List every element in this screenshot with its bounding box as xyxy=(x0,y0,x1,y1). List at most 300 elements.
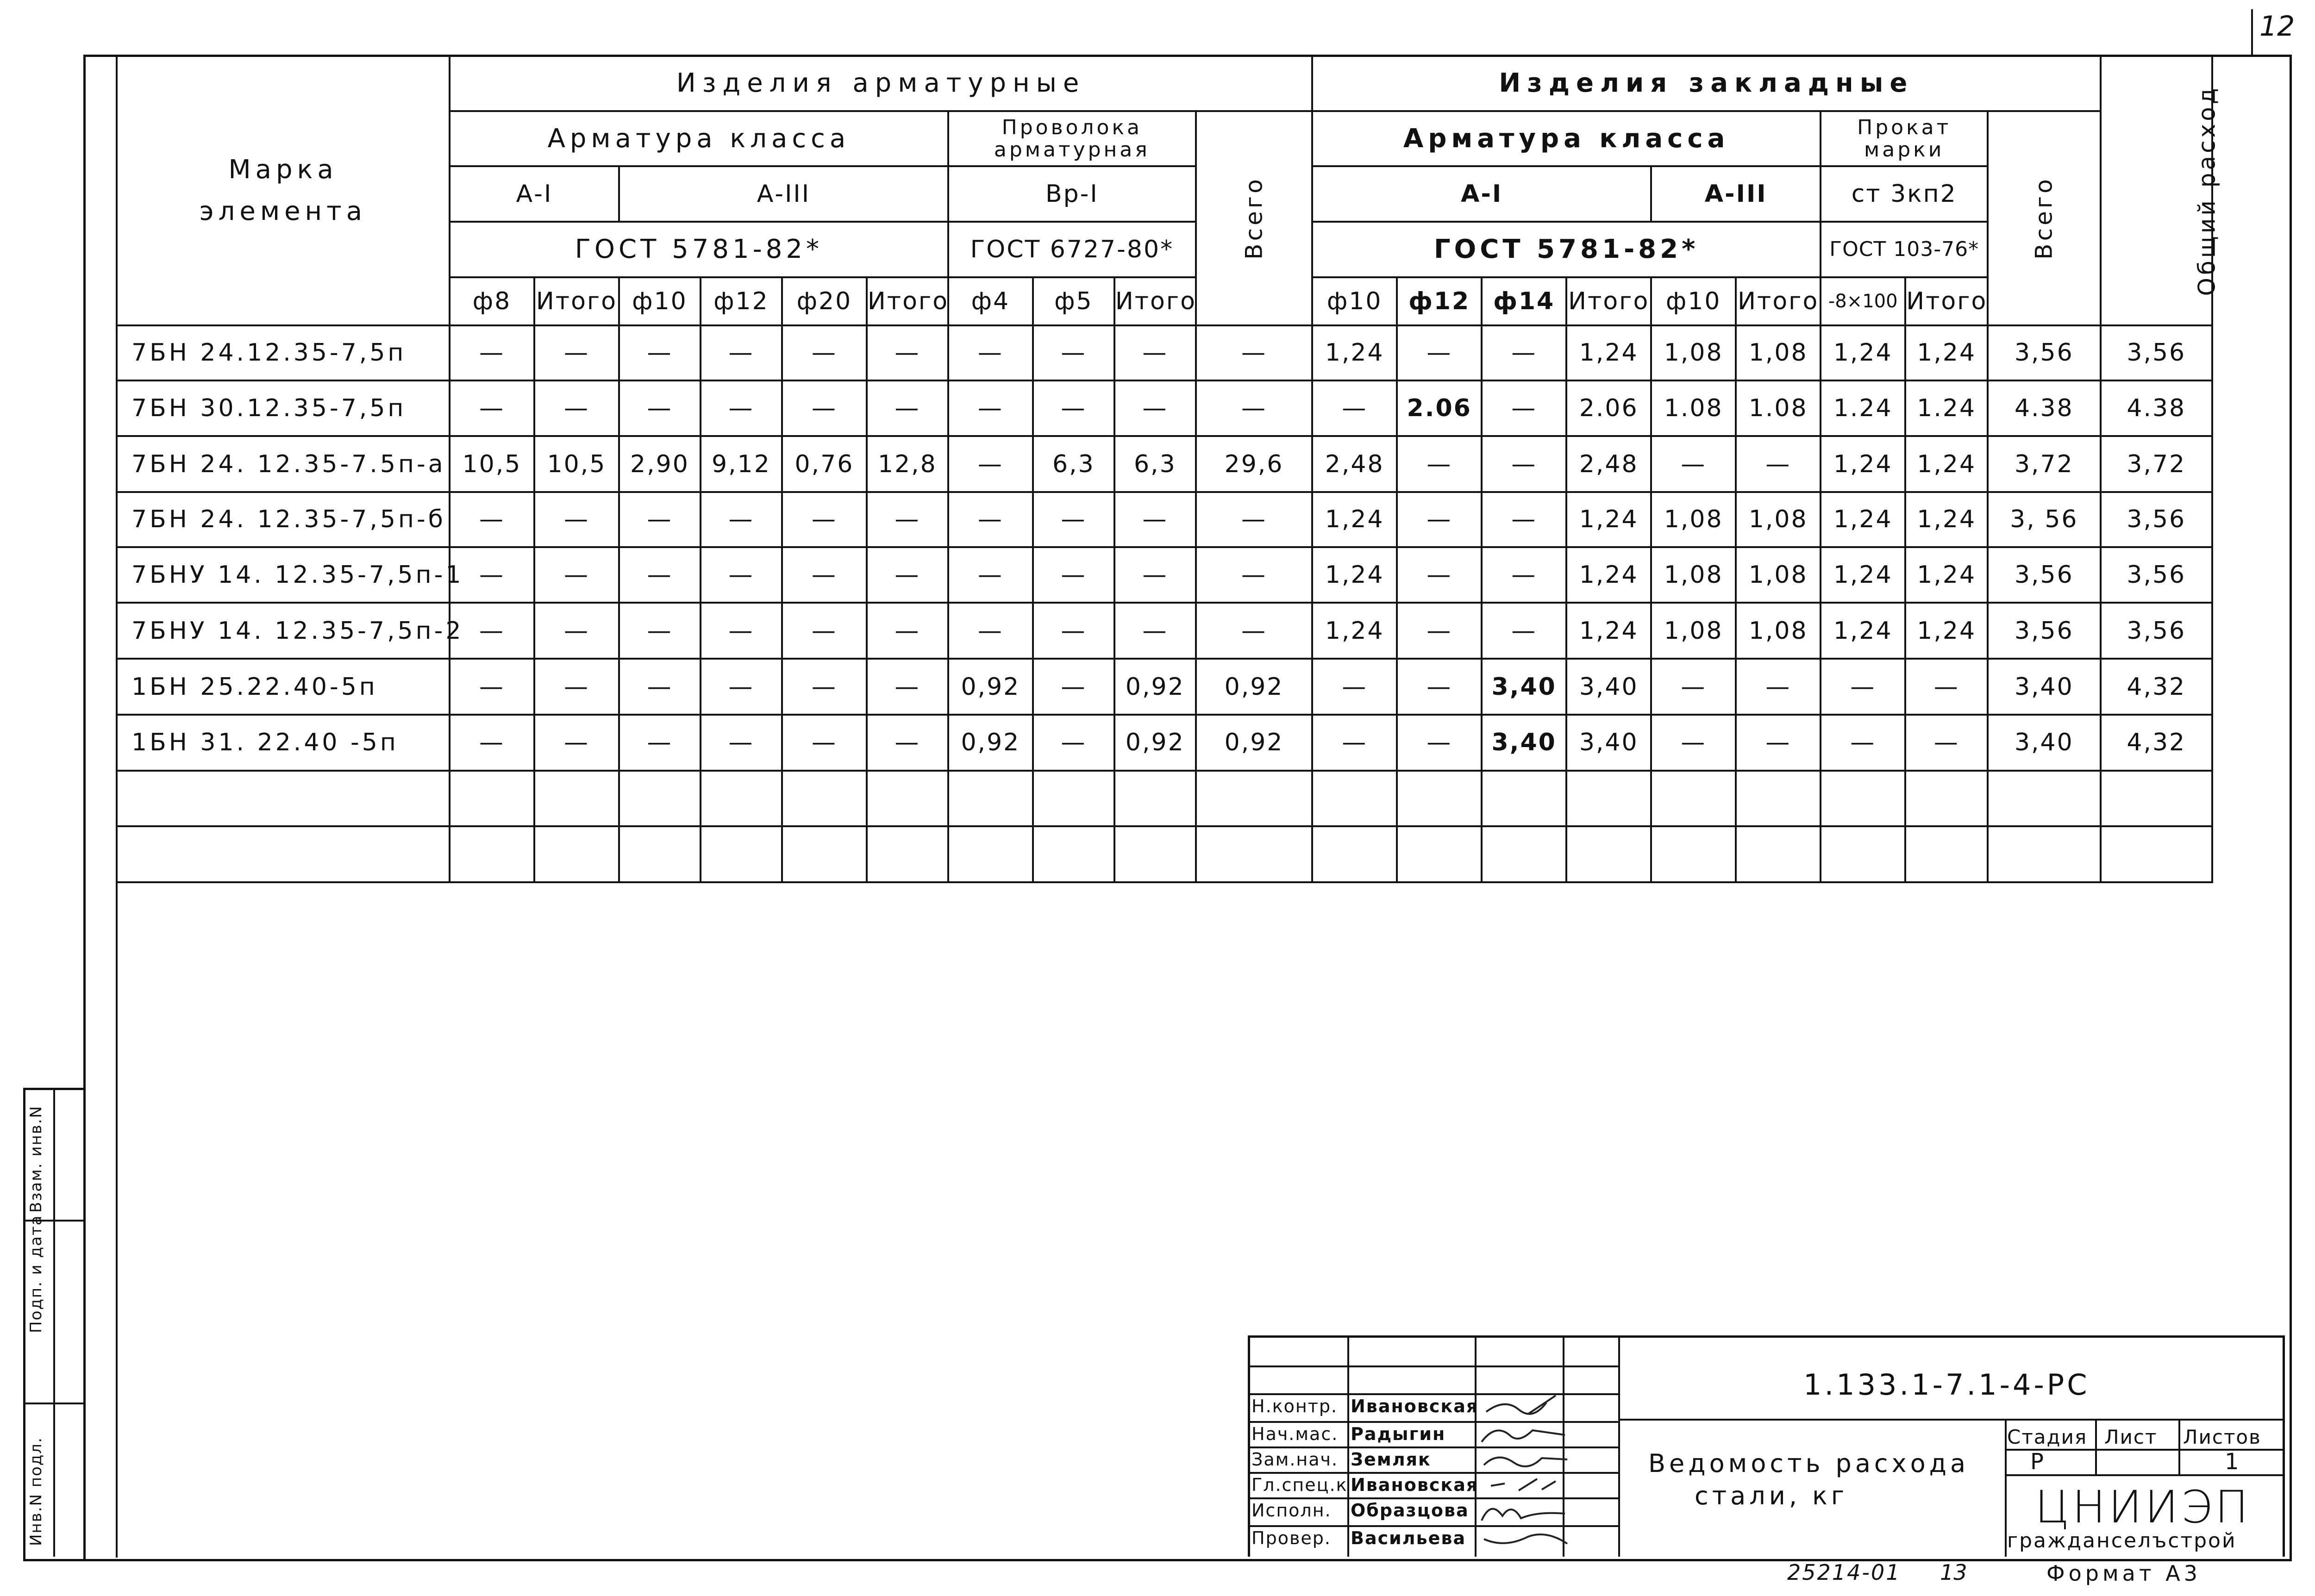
signer-name: Земляк xyxy=(1351,1449,1431,1470)
tb-grid-line xyxy=(2095,1419,2097,1474)
table-cell xyxy=(948,771,1033,827)
element-mark: 7БН 30.12.35-7,5п xyxy=(117,380,450,436)
table-cell: — xyxy=(1482,492,1566,547)
table-cell xyxy=(948,826,1033,882)
table-cell: 1.24 xyxy=(1905,380,1988,436)
table-cell: — xyxy=(1033,547,1114,603)
table-cell: 1,24 xyxy=(1905,492,1988,547)
table-cell: — xyxy=(450,659,534,715)
table-cell: — xyxy=(1482,380,1566,436)
zakladnye-header: Изделия закладные xyxy=(1312,56,2100,111)
table-cell: 0,92 xyxy=(1196,659,1312,715)
table-cell: — xyxy=(867,380,948,436)
table-cell: — xyxy=(1033,492,1114,547)
table-cell: — xyxy=(1905,659,1988,715)
table-cell: 3,40 xyxy=(1566,715,1651,771)
gost-2-header: ГОСТ 6727-80* xyxy=(948,222,1196,277)
gost-4-header: ГОСТ 103-76* xyxy=(1821,222,1988,277)
table-cell xyxy=(1736,771,1821,827)
table-cell xyxy=(1196,771,1312,827)
sheet-title-line1: Ведомость расхода xyxy=(1648,1449,1970,1478)
table-cell: 1,08 xyxy=(1736,603,1821,659)
table-cell: — xyxy=(619,492,701,547)
table-row xyxy=(117,715,2212,771)
table-cell xyxy=(1482,826,1566,882)
sub-header: ф4 xyxy=(948,277,1033,325)
table-cell: 0,92 xyxy=(1114,715,1196,771)
table-cell: 0,92 xyxy=(1114,659,1196,715)
title-block xyxy=(1248,1335,2287,1558)
sub-header: ф14 xyxy=(1482,277,1566,325)
table-cell: 0,92 xyxy=(948,715,1033,771)
signer-role: Зам.нач. xyxy=(1251,1449,1339,1470)
table-cell: 1,24 xyxy=(1566,547,1651,603)
table-row xyxy=(117,547,2212,603)
table-cell: 10,5 xyxy=(534,436,619,492)
table-cell: 3,72 xyxy=(2101,436,2213,492)
table-cell xyxy=(867,771,948,827)
table-cell: 1,24 xyxy=(1821,492,1905,547)
table-cell xyxy=(1905,826,1988,882)
table-cell xyxy=(450,826,534,882)
table-cell: 3,40 xyxy=(1566,659,1651,715)
gost-1-header: ГОСТ 5781-82* xyxy=(450,222,948,277)
table-cell: 0,76 xyxy=(782,436,867,492)
signature-icon xyxy=(1477,1472,1570,1499)
table-cell: — xyxy=(534,325,619,380)
tb-grid-line xyxy=(1618,1335,1620,1557)
sub-header: -8×100 xyxy=(1821,277,1905,325)
steel-grade-header: ст 3кп2 xyxy=(1821,166,1988,222)
signer-name: Ивановская xyxy=(1351,1475,1479,1495)
wire-header: Проволока арматурная xyxy=(948,111,1196,167)
table-row xyxy=(117,659,2212,715)
table-cell: — xyxy=(450,325,534,380)
armaturnye-header: Изделия арматурные xyxy=(450,56,1312,111)
org-name: ЦНИИЭП xyxy=(2035,1481,2251,1533)
sub-header: ф12 xyxy=(1397,277,1482,325)
table-cell xyxy=(1196,826,1312,882)
table-cell: — xyxy=(948,603,1033,659)
table-cell: 3,40 xyxy=(1482,659,1566,715)
table-cell xyxy=(1988,826,2100,882)
side-stamp-divider xyxy=(53,1088,55,1557)
table-cell: 1,24 xyxy=(1312,603,1397,659)
corner-divider xyxy=(2251,9,2253,56)
table-cell xyxy=(534,826,619,882)
element-mark: 7БН 24. 12.35-7.5п-а xyxy=(117,436,450,492)
table-cell xyxy=(1312,771,1397,827)
table-cell: — xyxy=(1651,659,1736,715)
table-cell: 3,56 xyxy=(1988,603,2100,659)
table-row xyxy=(117,325,2212,380)
table-cell xyxy=(1566,771,1651,827)
signer-name: Образцова xyxy=(1351,1500,1469,1521)
sub-header: Итого xyxy=(1905,277,1988,325)
table-cell xyxy=(1482,771,1566,827)
sub-header: ф5 xyxy=(1033,277,1114,325)
tb-grid-line xyxy=(1618,1419,2285,1421)
table-cell: 1,24 xyxy=(1312,492,1397,547)
table-cell xyxy=(1821,826,1905,882)
table-cell: — xyxy=(450,547,534,603)
table-cell: — xyxy=(1114,547,1196,603)
bottom-number: 13 xyxy=(1940,1560,1967,1585)
table-cell: — xyxy=(1196,603,1312,659)
tb-grid-line xyxy=(1475,1335,1477,1557)
table-cell: 4.38 xyxy=(2101,380,2213,436)
sheet-title-line2: стали, кг xyxy=(1695,1481,1848,1510)
table-cell: 3,56 xyxy=(1988,547,2100,603)
table-row xyxy=(117,380,2212,436)
sub-header: Итого xyxy=(1566,277,1651,325)
table-cell: — xyxy=(1651,436,1736,492)
table-cell xyxy=(1736,826,1821,882)
tb-grid-line xyxy=(2005,1419,2007,1557)
sub-header: ф10 xyxy=(619,277,701,325)
table-cell xyxy=(1566,826,1651,882)
table-cell: 1,24 xyxy=(1821,547,1905,603)
table-cell: — xyxy=(1397,325,1482,380)
sub-header: ф10 xyxy=(1312,277,1397,325)
table-cell: 6,3 xyxy=(1033,436,1114,492)
total-header: Общий расход xyxy=(2101,56,2213,325)
table-cell: — xyxy=(867,715,948,771)
table-cell: — xyxy=(1033,659,1114,715)
prokat-header: Прокат марки xyxy=(1821,111,1988,167)
table-cell xyxy=(1988,771,2100,827)
table-cell: 1,24 xyxy=(1905,325,1988,380)
vsego-header-2: Всего xyxy=(1988,111,2100,325)
org-name-line2: гражданселъстрой xyxy=(2007,1529,2237,1552)
table-cell: — xyxy=(1312,380,1397,436)
table-cell xyxy=(782,826,867,882)
table-cell: — xyxy=(1905,715,1988,771)
signer-role: Исполн. xyxy=(1251,1500,1332,1521)
class-a1-header-2: А-I xyxy=(1312,166,1651,222)
table-cell: 1,24 xyxy=(1566,492,1651,547)
sub-header: Итого xyxy=(1736,277,1821,325)
table-cell xyxy=(1821,771,1905,827)
format-label: Формат А3 xyxy=(2046,1561,2201,1586)
signer-role: Нач.мас. xyxy=(1251,1424,1339,1444)
element-mark: 7БН 24.12.35-7,5п xyxy=(117,325,450,380)
table-cell xyxy=(2101,826,2213,882)
table-cell: — xyxy=(782,492,867,547)
table-cell: — xyxy=(701,547,782,603)
table-cell: 1,08 xyxy=(1736,325,1821,380)
table-cell: — xyxy=(782,380,867,436)
sub-header: Итого xyxy=(867,277,948,325)
table-cell xyxy=(1397,826,1482,882)
table-cell: — xyxy=(701,715,782,771)
table-cell: — xyxy=(867,659,948,715)
table-cell: — xyxy=(1114,380,1196,436)
table-cell xyxy=(619,826,701,882)
doc-code: 1.133.1-7.1-4-РС xyxy=(1803,1368,2090,1402)
table-cell xyxy=(701,771,782,827)
sheet-label: Лист xyxy=(2104,1426,2158,1448)
table-cell: — xyxy=(1312,659,1397,715)
table-cell: 1,24 xyxy=(1905,547,1988,603)
table-cell: — xyxy=(534,659,619,715)
table-cell: — xyxy=(867,492,948,547)
table-cell: 1,24 xyxy=(1905,603,1988,659)
table-cell: — xyxy=(619,659,701,715)
table-cell: — xyxy=(1196,492,1312,547)
table-cell: — xyxy=(782,659,867,715)
table-cell: 3,56 xyxy=(2101,492,2213,547)
table-cell: 1,24 xyxy=(1821,325,1905,380)
table-cell: — xyxy=(1114,492,1196,547)
table-cell: — xyxy=(1312,715,1397,771)
class-a1-header-1: А-I xyxy=(450,166,619,222)
table-cell: 2,48 xyxy=(1566,436,1651,492)
sub-header: Итого xyxy=(534,277,619,325)
table-cell xyxy=(2101,771,2213,827)
table-cell xyxy=(450,771,534,827)
bottom-code: 25214-01 xyxy=(1787,1560,1901,1585)
side-stamp-vzam-inv: Взам. инв.N xyxy=(27,1105,45,1213)
table-cell: 1,08 xyxy=(1651,492,1736,547)
arm-class-header-2: Арматура класса xyxy=(1312,111,1821,167)
table-cell: — xyxy=(619,603,701,659)
table-cell: — xyxy=(534,603,619,659)
table-cell: — xyxy=(1196,547,1312,603)
element-mark: 7БНУ 14. 12.35-7,5п-2 xyxy=(117,603,450,659)
signature-icon xyxy=(1477,1446,1570,1473)
table-cell xyxy=(1114,771,1196,827)
table-cell: — xyxy=(948,492,1033,547)
table-cell: — xyxy=(867,603,948,659)
table-cell: — xyxy=(619,547,701,603)
table-cell: — xyxy=(1651,715,1736,771)
table-cell xyxy=(534,771,619,827)
table-row xyxy=(117,492,2212,547)
table-cell: — xyxy=(534,380,619,436)
class-a3-header-1: А-III xyxy=(619,166,948,222)
table-cell xyxy=(1397,771,1482,827)
table-cell: 1.24 xyxy=(1821,380,1905,436)
table-cell: 0,92 xyxy=(1196,715,1312,771)
class-bp1-header: Вр-I xyxy=(948,166,1196,222)
table-cell xyxy=(1651,771,1736,827)
table-cell: 2.06 xyxy=(1397,380,1482,436)
table-cell: — xyxy=(450,715,534,771)
table-cell: 9,12 xyxy=(701,436,782,492)
table-cell: — xyxy=(1397,547,1482,603)
sub-header: ф10 xyxy=(1651,277,1736,325)
side-stamp-inv-podl: Инв.N подл. xyxy=(27,1437,45,1546)
table-cell: — xyxy=(619,380,701,436)
table-cell: — xyxy=(450,380,534,436)
table-cell: — xyxy=(701,659,782,715)
table-cell: 3, 56 xyxy=(1988,492,2100,547)
signer-name: Радыгин xyxy=(1351,1424,1446,1444)
signer-role: Провер. xyxy=(1251,1528,1331,1548)
table-cell xyxy=(1033,771,1114,827)
table-cell xyxy=(782,771,867,827)
table-cell: — xyxy=(1397,659,1482,715)
stage-label: Стадия xyxy=(2007,1426,2088,1448)
table-cell: — xyxy=(1482,547,1566,603)
table-cell: — xyxy=(1397,492,1482,547)
table-cell: — xyxy=(948,325,1033,380)
table-cell: — xyxy=(619,715,701,771)
table-cell: 1,08 xyxy=(1736,547,1821,603)
tb-grid-line xyxy=(2178,1419,2180,1474)
table-cell: — xyxy=(948,380,1033,436)
table-cell: 1,24 xyxy=(1905,436,1988,492)
table-cell: 1,24 xyxy=(1821,436,1905,492)
sheets-value: 1 xyxy=(2225,1449,2240,1475)
table-cell: — xyxy=(534,547,619,603)
arm-class-header-1: Арматура класса xyxy=(450,111,948,167)
table-cell: 3,56 xyxy=(2101,325,2213,380)
table-cell: 1.08 xyxy=(1651,380,1736,436)
table-cell: — xyxy=(450,492,534,547)
marka-label: Марка xyxy=(228,154,338,185)
table-cell xyxy=(1114,826,1196,882)
table-cell: — xyxy=(1482,603,1566,659)
table-cell: 1,24 xyxy=(1312,325,1397,380)
table-cell: 3,40 xyxy=(1482,715,1566,771)
table-cell: 1,08 xyxy=(1651,547,1736,603)
table-cell: — xyxy=(782,603,867,659)
sub-header: ф20 xyxy=(782,277,867,325)
table-cell: — xyxy=(1821,715,1905,771)
table-cell: — xyxy=(701,380,782,436)
table-cell: 1,24 xyxy=(1566,325,1651,380)
table-cell: — xyxy=(619,325,701,380)
table-cell: 1,24 xyxy=(1566,603,1651,659)
sub-header: ф8 xyxy=(450,277,534,325)
table-cell: — xyxy=(701,492,782,547)
table-cell: 2.06 xyxy=(1566,380,1651,436)
steel-consumption-table xyxy=(116,55,2220,883)
table-cell: — xyxy=(1736,715,1821,771)
table-cell: — xyxy=(867,325,948,380)
table-cell xyxy=(117,771,450,827)
empty-row xyxy=(117,826,2212,882)
table-cell: 4,32 xyxy=(2101,715,2213,771)
table-body xyxy=(117,325,2212,882)
element-mark: 7БНУ 14. 12.35-7,5п-1 xyxy=(117,547,450,603)
table-cell: — xyxy=(534,492,619,547)
table-cell: 1,08 xyxy=(1736,492,1821,547)
table-cell: — xyxy=(1114,603,1196,659)
table-cell: — xyxy=(1736,436,1821,492)
sub-header: Итого xyxy=(1114,277,1196,325)
sheet-corner-number: 12 xyxy=(2259,10,2295,43)
table-cell xyxy=(117,826,450,882)
table-cell: — xyxy=(701,603,782,659)
signer-name: Васильева xyxy=(1351,1528,1466,1548)
table-cell: — xyxy=(948,547,1033,603)
element-mark: 7БН 24. 12.35-7,5п-б xyxy=(117,492,450,547)
table-cell: — xyxy=(1196,325,1312,380)
marka-header xyxy=(117,56,450,325)
table-cell: 1,08 xyxy=(1651,325,1736,380)
table-cell: — xyxy=(1033,603,1114,659)
table-cell: — xyxy=(450,603,534,659)
signature-icon xyxy=(1477,1393,1570,1420)
tb-grid-line xyxy=(1248,1365,1618,1367)
signature-icon xyxy=(1477,1497,1570,1524)
class-a3-header-2: А-III xyxy=(1651,166,1821,222)
table-cell: — xyxy=(1482,436,1566,492)
table-cell xyxy=(1905,771,1988,827)
table-cell: 1.08 xyxy=(1736,380,1821,436)
table-cell: — xyxy=(1397,436,1482,492)
table-cell: 1,24 xyxy=(1821,603,1905,659)
gost-3-header: ГОСТ 5781-82* xyxy=(1312,222,1821,277)
table-cell: — xyxy=(782,547,867,603)
table-cell: — xyxy=(948,436,1033,492)
table-row xyxy=(117,603,2212,659)
table-cell: — xyxy=(1033,325,1114,380)
table-cell: 3,56 xyxy=(2101,603,2213,659)
table-cell: — xyxy=(1114,325,1196,380)
empty-row xyxy=(117,771,2212,827)
table-cell: 3,56 xyxy=(2101,547,2213,603)
table-cell: 29,6 xyxy=(1196,436,1312,492)
table-cell xyxy=(619,771,701,827)
table-cell: — xyxy=(1736,659,1821,715)
side-stamp-podp-data: Подп. и дата xyxy=(27,1215,45,1333)
table-cell xyxy=(1312,826,1397,882)
element-mark: 1БН 31. 22.40 -5п xyxy=(117,715,450,771)
table-cell: — xyxy=(782,325,867,380)
table-cell: 3,40 xyxy=(1988,659,2100,715)
vsego-header-1: Всего xyxy=(1196,111,1312,325)
table-cell: — xyxy=(1397,715,1482,771)
signature-icon xyxy=(1477,1525,1570,1552)
table-cell xyxy=(701,826,782,882)
table-cell: — xyxy=(1196,380,1312,436)
table-cell: — xyxy=(701,325,782,380)
table-cell: — xyxy=(1482,325,1566,380)
signature-icon xyxy=(1477,1421,1570,1448)
sub-header: ф12 xyxy=(701,277,782,325)
table-cell: — xyxy=(867,547,948,603)
table-cell: — xyxy=(782,715,867,771)
table-cell: 0,92 xyxy=(948,659,1033,715)
stage-value: Р xyxy=(2030,1449,2045,1475)
element-label: элемента xyxy=(199,196,367,226)
table-cell: — xyxy=(1397,603,1482,659)
table-cell: 6,3 xyxy=(1114,436,1196,492)
table-cell: 2,48 xyxy=(1312,436,1397,492)
table-cell: — xyxy=(1033,715,1114,771)
table-cell: 1,08 xyxy=(1651,603,1736,659)
element-mark: 1БН 25.22.40-5п xyxy=(117,659,450,715)
tb-grid-line xyxy=(2005,1449,2285,1451)
table-cell: 4.38 xyxy=(1988,380,2100,436)
table-cell: 1,24 xyxy=(1312,547,1397,603)
table-cell: 10,5 xyxy=(450,436,534,492)
table-cell: — xyxy=(534,715,619,771)
table-cell: 3,72 xyxy=(1988,436,2100,492)
tb-grid-line xyxy=(1347,1335,1349,1557)
table-cell: — xyxy=(1821,659,1905,715)
table-cell: 3,40 xyxy=(1988,715,2100,771)
table-row xyxy=(117,436,2212,492)
tb-grid-line xyxy=(2005,1474,2285,1476)
signer-role: Н.контр. xyxy=(1251,1396,1338,1416)
header-row-1 xyxy=(117,56,2212,111)
sheets-label: Листов xyxy=(2183,1426,2261,1448)
